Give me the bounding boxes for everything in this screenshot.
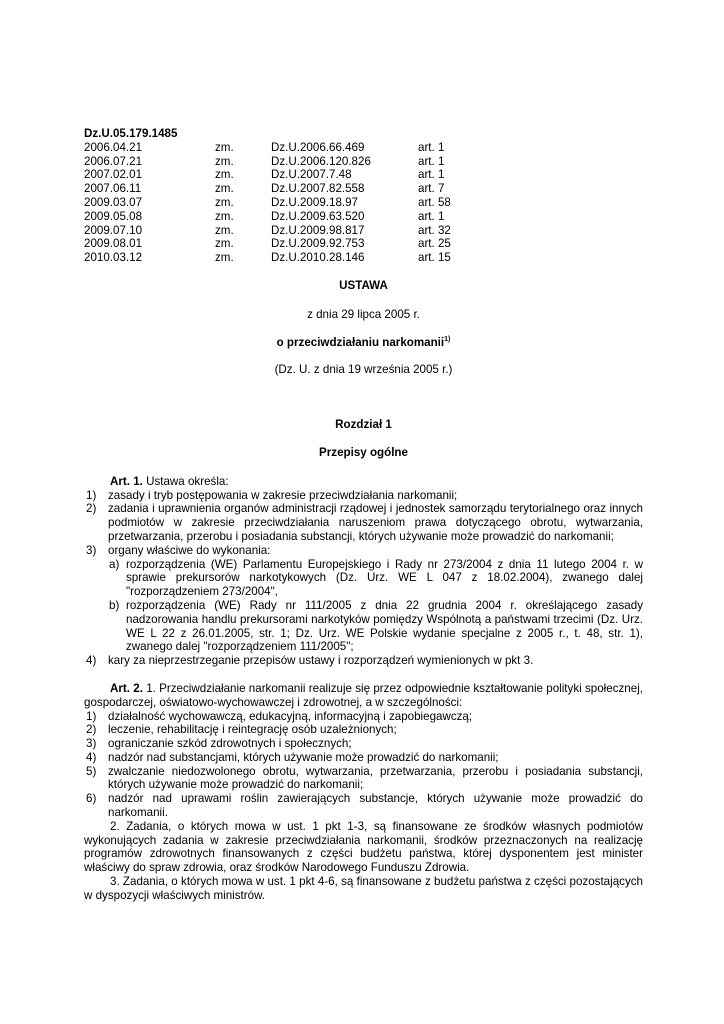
item-text: działalność wychowawczą, edukacyjną, informacyjną i zapobiegawczą;	[108, 709, 473, 723]
item-text: leczenie, rehabilitację i reintegrację osób uzależnionych;	[108, 723, 397, 737]
item-number: 4)	[86, 654, 97, 668]
article-label: Art. 2.	[110, 681, 143, 695]
amendment-date: 2009.03.07	[84, 195, 143, 209]
article-intro: Ustawa określa:	[146, 474, 229, 488]
amendment-art: art. 32	[418, 223, 451, 237]
table-row	[84, 155, 478, 169]
list-item	[84, 751, 643, 765]
list-item	[84, 502, 643, 543]
item-number: 4)	[86, 750, 97, 764]
table-row	[84, 196, 478, 210]
act-title	[84, 336, 643, 350]
subitem-text: rozporządzenia (WE) Parlamentu Europejskiego i Rady nr 273/2004 z dnia 11 lutego 2004 r. w sprawie prekursorów narkotykowych (Dz. Urz. WE L 047 z 18.02.2004), zwanego dalej "rozporządzeniem 273/2004",	[126, 557, 643, 599]
amendment-ref: Dz.U.2009.18.97	[271, 195, 359, 209]
list-item	[84, 544, 643, 558]
amendment-type: zm.	[215, 154, 234, 168]
amendment-art: art. 1	[418, 209, 445, 223]
item-number: 3)	[86, 543, 97, 557]
article-intro: 1. Przeciwdziałanie narkomanii realizuje się przez odpowiednie kształtowanie polityki społecznej, gospodarczej, oświatowo-wychowawczej i zdrowotnej, a w szczególności:	[84, 681, 643, 709]
amendment-ref: Dz.U.2009.92.753	[271, 237, 365, 251]
amendment-date: 2007.06.11	[84, 182, 142, 196]
chapter-label: Rozdział 1	[335, 418, 392, 432]
subitem-letter: a)	[109, 557, 120, 571]
amendment-date: 2009.05.08	[84, 209, 143, 223]
table-row	[84, 224, 478, 238]
amendment-type: zm.	[215, 209, 234, 223]
item-text: kary za nieprzestrzeganie przepisów ustawy i rozporządzeń wymienionych w pkt 3.	[108, 654, 534, 668]
list-item	[84, 765, 643, 793]
act-title-text: o przeciwdziałaniu narkomanii	[276, 335, 445, 349]
item-number: 1)	[86, 709, 97, 723]
footnote-marker: 1)	[444, 335, 451, 343]
subitem-text: rozporządzenia (WE) Rady nr 111/2005 z dnia 22 grudnia 2004 r. określającego zasady nadzorowania handlu prekursorami narkotyków pomiędzy Wspólnotą a państwami trzecimi (Dz. Urz. WE L 22 z 26.01.2005, str. 1; Dz. Urz. WE Polskie wydanie specjalne z 2005 r., t. 48, str. 1), zwanego dalej "rozporządzeniem 111/2005";	[126, 598, 643, 654]
item-text: nadzór nad uprawami roślin zawierających substancje, których używanie może prowadzić do narkomanii.	[108, 792, 643, 820]
list-subitem	[84, 558, 643, 599]
table-row	[84, 182, 478, 196]
amendment-type: zm.	[215, 140, 234, 154]
amendment-date: 2009.08.01	[84, 237, 143, 251]
item-number: 6)	[86, 792, 97, 806]
amendment-type: zm.	[215, 237, 234, 251]
document-page	[84, 127, 643, 903]
amendment-art: art. 7	[418, 182, 445, 196]
amendment-ref: Dz.U.2010.28.146	[271, 251, 365, 265]
article-label: Art. 1.	[110, 474, 143, 488]
table-row	[84, 210, 478, 224]
list-item	[84, 489, 643, 503]
act-date: z dnia 29 lipca 2005 r.	[307, 307, 420, 321]
amendment-ref: Dz.U.2009.63.520	[271, 209, 365, 223]
amendment-type: zm.	[215, 223, 234, 237]
item-number: 1)	[86, 488, 97, 502]
paragraph-3: 3. Zadania, o których mowa w ust. 1 pkt 4-6, są finansowane z budżetu państwa z części pozostających w dyspozycji właściwych ministrów.	[84, 875, 643, 902]
amendment-ref: Dz.U.2007.7.48	[271, 168, 352, 182]
amendment-art: art. 58	[418, 195, 451, 209]
list-item	[84, 710, 643, 724]
list-item	[84, 737, 643, 751]
amendment-date: 2010.03.12	[84, 251, 143, 265]
amendment-art: art. 1	[418, 140, 445, 154]
item-number: 3)	[86, 737, 97, 751]
amendment-date: 2006.07.21	[84, 154, 143, 168]
amendment-ref: Dz.U.2009.98.817	[271, 223, 365, 237]
act-type: USTAWA	[339, 278, 388, 292]
amendment-art: art. 1	[418, 154, 445, 168]
paragraph-2: 2. Zadania, o których mowa w ust. 1 pkt 1-3, są finansowane ze środków własnych podmiotów wykonujących zadania w zakresie przeciwdziałania narkomanii, środków przeznaczonych na realizację programów zdrowotnych finansowanych z części budżetu państwa, której dysponentem jest minister właściwy do spraw zdrowia, oraz środków Narodowego Funduszu Zdrowia.	[84, 819, 643, 875]
amendment-type: zm.	[215, 182, 234, 196]
table-row	[84, 141, 478, 155]
amendment-type: zm.	[215, 168, 234, 182]
article-2	[84, 682, 643, 903]
list-item	[84, 723, 643, 737]
list-item	[84, 654, 643, 668]
amendment-type: zm.	[215, 251, 234, 265]
list-subitem	[84, 599, 643, 654]
subitem-letter: b)	[109, 598, 120, 612]
amendment-art: art. 1	[418, 168, 445, 182]
item-text: ograniczanie szkód zdrowotnych i społecznych;	[108, 737, 352, 751]
item-text: zasady i tryb postępowania w zakresie przeciwdziałania narkomanii;	[108, 488, 458, 502]
list-item	[84, 792, 643, 820]
amendment-date: 2006.04.21	[84, 140, 143, 154]
item-number: 2)	[86, 723, 97, 737]
article-1	[84, 475, 643, 668]
table-row	[84, 251, 478, 265]
amendment-art: art. 25	[418, 237, 451, 251]
table-row	[84, 237, 478, 251]
publication-info: (Dz. U. z dnia 19 września 2005 r.)	[274, 363, 453, 377]
amendment-ref: Dz.U.2006.120.826	[271, 154, 371, 168]
amendment-ref: Dz.U.2006.66.469	[271, 140, 365, 154]
item-number: 2)	[86, 502, 97, 516]
chapter-name: Przepisy ogólne	[319, 445, 408, 459]
item-text: zadania i uprawnienia organów administracji rządowej i jednostek samorządu terytorialnego oraz innych podmiotów w zakresie przeciwdziałania naruszeniom prawa dotyczącego obrotu, wytwarzania, przetwarzania, przerobu i posiadania substancji, których używanie może prowadzić do narkomanii;	[108, 502, 643, 543]
amendments-table	[84, 141, 478, 265]
item-text: nadzór nad substancjami, których używanie może prowadzić do narkomanii;	[108, 750, 499, 764]
amendment-ref: Dz.U.2007.82.558	[271, 182, 365, 196]
table-row	[84, 168, 478, 182]
item-text: zwalczanie niedozwolonego obrotu, wytwarzania, przetwarzania, przerobu i posiadania substancji, których używanie może prowadzić do narkomanii;	[108, 764, 643, 792]
amendment-date: 2007.02.01	[84, 168, 143, 182]
article-2-heading	[84, 682, 643, 710]
journal-reference: Dz.U.05.179.1485	[84, 127, 178, 140]
article-1-heading	[84, 475, 643, 489]
item-number: 5)	[86, 764, 97, 778]
amendment-art: art. 15	[418, 251, 451, 265]
amendment-type: zm.	[215, 195, 234, 209]
item-text: organy właściwe do wykonania:	[108, 543, 271, 557]
amendment-date: 2009.07.10	[84, 223, 143, 237]
